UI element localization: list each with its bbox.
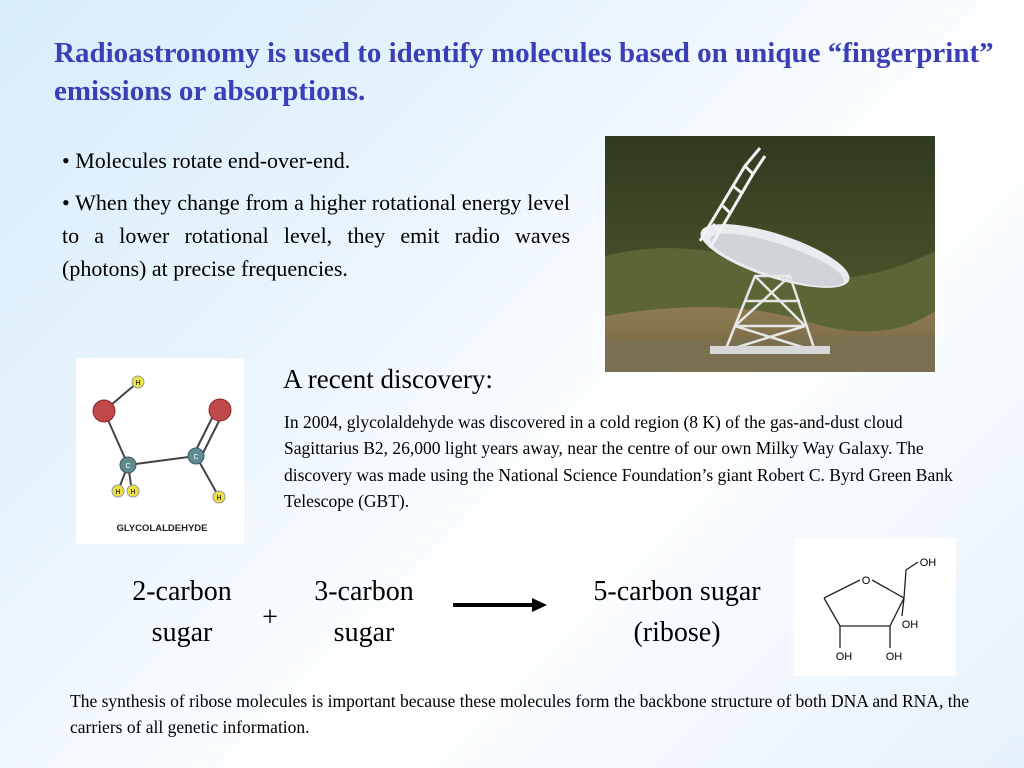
- atom-label: H: [130, 489, 136, 496]
- ring-oxygen-label: O: [861, 575, 871, 587]
- atom-label: C: [125, 463, 131, 470]
- ribose-structure: [794, 538, 956, 676]
- hydroxyl-label: OH: [835, 651, 853, 663]
- equation-term-line: 5-carbon sugar: [593, 576, 761, 607]
- oxygen-atom: [93, 400, 115, 422]
- equation-term-line: sugar: [333, 616, 395, 648]
- plus-sign: +: [262, 602, 278, 633]
- atom-label: H: [115, 489, 121, 496]
- telescope-illustration: [605, 136, 935, 372]
- ribose-svg: [794, 538, 956, 676]
- equation-term-line: (ribose): [633, 616, 721, 648]
- equation-term-line: sugar: [151, 616, 213, 648]
- footer-text: The synthesis of ribose molecules is important because these molecules form the backbone structure of both DNA and RNA, the carriers of all genetic information.: [70, 691, 970, 738]
- atom-label: H: [216, 495, 222, 502]
- equation-term-3-carbon: [292, 572, 436, 653]
- molecule-svg: [76, 358, 244, 544]
- equation-term-2-carbon: [110, 572, 254, 653]
- equation-term-line: 2-carbon: [132, 576, 232, 607]
- glycolaldehyde-diagram: [76, 358, 244, 544]
- bullet-item: • Molecules rotate end-over-end.: [62, 148, 351, 173]
- discovery-heading: A recent discovery:: [283, 364, 493, 394]
- oxygen-atom: [209, 399, 231, 421]
- molecule-label: GLYCOLALDEHYDE: [116, 523, 208, 534]
- hydroxyl-label: OH: [901, 619, 919, 631]
- telescope-photo: [605, 136, 935, 372]
- hydroxyl-label: OH: [885, 651, 903, 663]
- atom-label: H: [135, 380, 141, 387]
- discovery-text: In 2004, glycolaldehyde was discovered in a cold region (8 K) of the gas-and-dust cloud Sagittarius B2, 26,000 light years away, near the centre of our own Milky Way Galaxy. The discovery was made using the National Science Foundation’s giant Robert C. Byrd Green Bank Telescope (GBT).: [284, 412, 953, 511]
- atom-label: C: [193, 454, 199, 461]
- equation-term-line: 3-carbon: [314, 576, 414, 607]
- bullet-item: • When they change from a higher rotational energy level to a lower rotational level, they emit radio waves (photons) at precise frequencies.: [62, 190, 570, 281]
- hydroxyl-label: OH: [919, 557, 937, 569]
- equation-term-ribose: [560, 572, 794, 653]
- bullet-list: [62, 144, 570, 294]
- slide-title: Radioastronomy is used to identify molecules based on unique “fingerprint” emissions or absorptions.: [54, 37, 994, 108]
- reaction-arrow-icon: [450, 594, 550, 616]
